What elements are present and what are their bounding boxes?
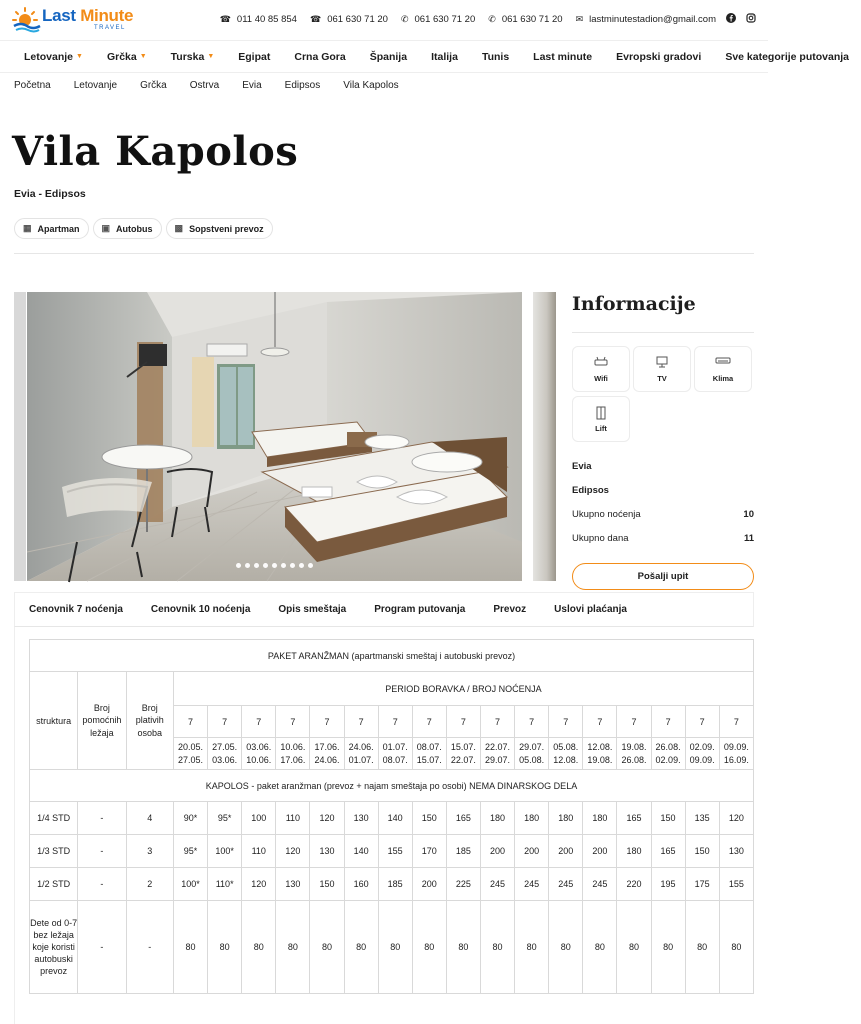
period-cell bbox=[583, 738, 617, 770]
tag-apartman: ▦ Apartman bbox=[14, 218, 89, 239]
period-end: 09.09. bbox=[689, 754, 715, 765]
nav-last-minute[interactable]: Last minute bbox=[533, 50, 593, 63]
price-cell: 135 bbox=[685, 802, 719, 835]
price-cell: 80 bbox=[549, 901, 583, 994]
car-icon: ▩ bbox=[174, 223, 184, 233]
breadcrumb-item[interactable]: Ostrva bbox=[189, 80, 220, 91]
tv-icon bbox=[634, 356, 690, 370]
row-label: 1/2 STD bbox=[30, 868, 78, 901]
period-start: 24.06. bbox=[348, 742, 374, 753]
period-end: 03.06. bbox=[212, 754, 238, 765]
period-start: 08.07. bbox=[416, 742, 442, 753]
period-cell bbox=[549, 738, 583, 770]
period-header: PERIOD BORAVKA / BROJ NOĆENJA bbox=[173, 672, 753, 706]
period-end: 19.08. bbox=[587, 754, 613, 765]
divider bbox=[14, 253, 754, 254]
previous-slide[interactable] bbox=[14, 292, 26, 581]
price-cell: 245 bbox=[583, 868, 617, 901]
price-cell: 95* bbox=[208, 802, 242, 835]
period-cell bbox=[173, 738, 207, 770]
amenity-lift: Lift bbox=[572, 396, 630, 442]
breadcrumb bbox=[14, 80, 422, 91]
breadcrumb-item[interactable]: Letovanje bbox=[73, 80, 118, 91]
price-cell: 185 bbox=[378, 868, 412, 901]
table-row bbox=[30, 835, 754, 868]
brand-name: Last Minute bbox=[42, 6, 134, 25]
price-cell: 100* bbox=[173, 868, 207, 901]
period-end: 16.09. bbox=[723, 754, 749, 765]
period-cell bbox=[515, 738, 549, 770]
bus-icon: ▣ bbox=[101, 223, 111, 233]
tab-prevoz[interactable]: Prevoz bbox=[493, 604, 527, 615]
contact-email[interactable]: ✉ lastminutestadion@gmail.com bbox=[575, 14, 716, 25]
nav-tunis[interactable]: Tunis bbox=[481, 50, 510, 63]
price-cell: 165 bbox=[617, 802, 651, 835]
period-cell bbox=[617, 738, 651, 770]
period-cell bbox=[651, 738, 685, 770]
gallery-dot[interactable] bbox=[290, 563, 295, 568]
row-extra-beds: - bbox=[78, 835, 126, 868]
period-end: 02.09. bbox=[655, 754, 681, 765]
gallery-dot[interactable] bbox=[272, 563, 277, 568]
gallery-dot[interactable] bbox=[263, 563, 268, 568]
price-cell: 80 bbox=[719, 901, 753, 994]
price-table-container[interactable] bbox=[14, 627, 754, 1024]
price-cell: 130 bbox=[276, 868, 310, 901]
period-end: 15.07. bbox=[416, 754, 442, 765]
row-extra-beds: - bbox=[78, 868, 126, 901]
main-nav bbox=[0, 40, 850, 73]
row-extra-beds: - bbox=[78, 802, 126, 835]
price-cell: 245 bbox=[515, 868, 549, 901]
column-header-pomocni-lezaji: Broj pomoćnih ležaja bbox=[78, 672, 126, 770]
price-cell: 150 bbox=[310, 868, 344, 901]
caret-down-icon: ▼ bbox=[207, 53, 215, 60]
nav-egipat[interactable]: Egipat bbox=[238, 50, 271, 63]
period-cell bbox=[378, 738, 412, 770]
price-cell: 80 bbox=[276, 901, 310, 994]
period-end: 05.08. bbox=[519, 754, 545, 765]
table-row bbox=[30, 868, 754, 901]
gallery-dot[interactable] bbox=[236, 563, 241, 568]
gallery-photo[interactable] bbox=[27, 292, 522, 581]
price-cell: 120 bbox=[242, 868, 276, 901]
price-cell: 180 bbox=[515, 802, 549, 835]
period-cell bbox=[242, 738, 276, 770]
price-cell: 120 bbox=[310, 802, 344, 835]
row-paying-persons: 2 bbox=[126, 868, 173, 901]
price-cell: 200 bbox=[412, 868, 446, 901]
breadcrumb-item[interactable]: Grčka bbox=[140, 80, 167, 91]
contact-phone-1[interactable]: ☎ 011 40 85 854 bbox=[219, 14, 297, 25]
contact-bar bbox=[207, 13, 756, 26]
gallery-dot[interactable] bbox=[299, 563, 304, 568]
next-slide[interactable] bbox=[533, 292, 556, 581]
row-label: 1/4 STD bbox=[30, 802, 78, 835]
amenity-klima: Klima bbox=[694, 346, 752, 392]
breadcrumb-current: Vila Kapolos bbox=[343, 80, 399, 91]
price-cell: 200 bbox=[549, 835, 583, 868]
section-header: KAPOLOS - paket aranžman (prevoz + najam smeštaja po osobi) NEMA DINARSKOG DELA bbox=[30, 770, 754, 802]
price-cell: 80 bbox=[651, 901, 685, 994]
brand-tagline: TRAVEL bbox=[94, 25, 126, 31]
price-cell: 130 bbox=[310, 835, 344, 868]
period-end: 22.07. bbox=[450, 754, 476, 765]
tab-program-putovanja[interactable]: Program putovanja bbox=[374, 604, 466, 615]
breadcrumb-item[interactable]: Evia bbox=[242, 80, 262, 91]
breadcrumb-item[interactable]: Edipsos bbox=[284, 80, 321, 91]
nights-cell: 7 bbox=[242, 706, 276, 738]
tab-opis-smestaja[interactable]: Opis smeštaja bbox=[278, 604, 347, 615]
phone-icon: ☎ bbox=[309, 14, 322, 24]
price-cell: 95* bbox=[173, 835, 207, 868]
price-cell: 150 bbox=[412, 802, 446, 835]
price-cell: 80 bbox=[242, 901, 276, 994]
price-cell: 130 bbox=[719, 835, 753, 868]
period-start: 09.09. bbox=[723, 742, 749, 753]
column-header-struktura: struktura bbox=[30, 672, 78, 770]
period-end: 17.06. bbox=[280, 754, 306, 765]
price-cell: 155 bbox=[378, 835, 412, 868]
price-cell: 100* bbox=[208, 835, 242, 868]
price-cell: 195 bbox=[651, 868, 685, 901]
whatsapp-icon: ✆ bbox=[400, 14, 409, 24]
period-start: 02.09. bbox=[689, 742, 715, 753]
price-cell: 80 bbox=[173, 901, 207, 994]
period-start: 29.07. bbox=[519, 742, 545, 753]
nights-cell: 7 bbox=[208, 706, 242, 738]
period-cell bbox=[208, 738, 242, 770]
period-end: 24.06. bbox=[314, 754, 340, 765]
nights-cell: 7 bbox=[412, 706, 446, 738]
period-end: 12.08. bbox=[553, 754, 579, 765]
instagram-icon[interactable] bbox=[746, 13, 756, 26]
tab-cenovnik-7[interactable]: Cenovnik 7 noćenja bbox=[29, 604, 123, 615]
tab-uslovi-placanja[interactable]: Uslovi plaćanja bbox=[554, 604, 627, 615]
price-cell: 165 bbox=[446, 802, 480, 835]
price-cell: 110* bbox=[208, 868, 242, 901]
page-title: Vila Kapolos bbox=[12, 128, 299, 175]
table-row bbox=[30, 802, 754, 835]
price-cell: 220 bbox=[617, 868, 651, 901]
price-cell: 150 bbox=[651, 802, 685, 835]
info-place: Edipsos bbox=[572, 485, 609, 496]
price-cell: 80 bbox=[480, 901, 514, 994]
content-tabs bbox=[14, 592, 754, 627]
price-cell: 180 bbox=[583, 802, 617, 835]
info-region: Evia bbox=[572, 461, 592, 472]
divider bbox=[572, 332, 754, 333]
nav-italija[interactable]: Italija bbox=[431, 50, 458, 63]
price-cell: 120 bbox=[719, 802, 753, 835]
period-cell bbox=[412, 738, 446, 770]
gallery-dot[interactable] bbox=[281, 563, 286, 568]
facebook-icon[interactable] bbox=[726, 13, 736, 26]
period-start: 12.08. bbox=[587, 742, 613, 753]
period-cell bbox=[446, 738, 480, 770]
period-end: 10.06. bbox=[246, 754, 272, 765]
amenity-tv: TV bbox=[633, 346, 691, 392]
period-start: 22.07. bbox=[485, 742, 511, 753]
nights-cell: 7 bbox=[480, 706, 514, 738]
tag-autobus: ▣ Autobus bbox=[93, 218, 162, 239]
price-cell: 130 bbox=[344, 802, 378, 835]
nights-cell: 7 bbox=[515, 706, 549, 738]
air-conditioner-icon bbox=[695, 356, 751, 370]
row-label: 1/3 STD bbox=[30, 835, 78, 868]
price-cell: 80 bbox=[583, 901, 617, 994]
price-cell: 110 bbox=[276, 802, 310, 835]
nights-cell: 7 bbox=[378, 706, 412, 738]
table-header: PAKET ARANŽMAN (apartmanski smeštaj i autobuski prevoz) bbox=[30, 640, 754, 672]
price-table bbox=[29, 639, 754, 994]
period-start: 03.06. bbox=[246, 742, 272, 753]
elevator-icon bbox=[573, 406, 629, 420]
price-cell: 80 bbox=[685, 901, 719, 994]
gallery-dot[interactable] bbox=[245, 563, 250, 568]
row-paying-persons: 4 bbox=[126, 802, 173, 835]
period-start: 19.08. bbox=[621, 742, 647, 753]
location-subtitle: Evia - Edipsos bbox=[14, 188, 86, 200]
row-paying-persons: 3 bbox=[126, 835, 173, 868]
price-cell: 80 bbox=[378, 901, 412, 994]
price-cell: 140 bbox=[344, 835, 378, 868]
period-cell bbox=[719, 738, 753, 770]
nav-sve-kategorije[interactable]: Sve kategorije putovanja bbox=[725, 50, 850, 63]
price-cell: 90* bbox=[173, 802, 207, 835]
period-start: 15.07. bbox=[450, 742, 476, 753]
accommodation-tags bbox=[14, 218, 277, 239]
period-cell bbox=[276, 738, 310, 770]
price-cell: 110 bbox=[242, 835, 276, 868]
price-cell: 80 bbox=[446, 901, 480, 994]
photo-gallery[interactable] bbox=[14, 292, 556, 581]
wifi-icon bbox=[573, 356, 629, 370]
nights-cell: 7 bbox=[173, 706, 207, 738]
price-cell: 80 bbox=[208, 901, 242, 994]
nav-crna-gora[interactable]: Crna Gora bbox=[294, 50, 346, 63]
send-inquiry-button[interactable]: Pošalji upit bbox=[572, 563, 754, 590]
price-cell: 80 bbox=[617, 901, 651, 994]
period-end: 27.05. bbox=[178, 754, 204, 765]
price-cell: 200 bbox=[480, 835, 514, 868]
nav-grcka[interactable]: Grčka ▼ bbox=[106, 50, 147, 63]
price-cell: 160 bbox=[344, 868, 378, 901]
period-start: 27.05. bbox=[212, 742, 238, 753]
table-row bbox=[30, 901, 754, 994]
price-cell: 225 bbox=[446, 868, 480, 901]
price-cell: 245 bbox=[480, 868, 514, 901]
period-end: 26.08. bbox=[621, 754, 647, 765]
price-cell: 200 bbox=[583, 835, 617, 868]
column-header-plative-osobe: Broj plativih osoba bbox=[126, 672, 173, 770]
price-cell: 140 bbox=[378, 802, 412, 835]
price-cell: 80 bbox=[310, 901, 344, 994]
price-cell: 165 bbox=[651, 835, 685, 868]
price-cell: 185 bbox=[446, 835, 480, 868]
period-start: 20.05. bbox=[178, 742, 204, 753]
room-photo bbox=[27, 292, 522, 581]
nights-cell: 7 bbox=[719, 706, 753, 738]
price-cell: 200 bbox=[515, 835, 549, 868]
period-start: 26.08. bbox=[655, 742, 681, 753]
nights-cell: 7 bbox=[651, 706, 685, 738]
row-extra-beds: - bbox=[78, 901, 126, 994]
period-start: 17.06. bbox=[314, 742, 340, 753]
gallery-dot[interactable] bbox=[308, 563, 313, 568]
nights-cell: 7 bbox=[617, 706, 651, 738]
logo[interactable] bbox=[12, 5, 132, 35]
price-cell: 175 bbox=[685, 868, 719, 901]
price-cell: 100 bbox=[242, 802, 276, 835]
period-start: 01.07. bbox=[382, 742, 408, 753]
row-label: Dete od 0-7 bez ležaja koje koristi autobuski prevoz bbox=[30, 901, 78, 994]
info-days: Ukupno dana 11 bbox=[572, 533, 754, 544]
price-cell: 245 bbox=[549, 868, 583, 901]
phone-icon: ☎ bbox=[219, 14, 231, 24]
period-end: 29.07. bbox=[485, 754, 511, 765]
sun-logo-icon bbox=[12, 7, 42, 33]
nav-letovanje[interactable]: Letovanje ▼ bbox=[24, 50, 83, 63]
tab-cenovnik-10[interactable]: Cenovnik 10 noćenja bbox=[150, 604, 251, 615]
caret-down-icon: ▼ bbox=[76, 53, 83, 60]
nav-evropski-gradovi[interactable]: Evropski gradovi bbox=[616, 50, 702, 63]
price-cell: 120 bbox=[276, 835, 310, 868]
info-nights: Ukupno noćenja 10 bbox=[572, 509, 754, 520]
nights-cell: 7 bbox=[549, 706, 583, 738]
price-cell: 180 bbox=[549, 802, 583, 835]
building-icon: ▦ bbox=[23, 223, 32, 233]
price-cell: 180 bbox=[480, 802, 514, 835]
gallery-dot[interactable] bbox=[254, 563, 259, 568]
breadcrumb-item[interactable]: Početna bbox=[14, 80, 51, 91]
viber-icon: ✆ bbox=[488, 14, 496, 24]
nights-cell: 7 bbox=[276, 706, 310, 738]
nights-cell: 7 bbox=[344, 706, 378, 738]
period-end: 01.07. bbox=[348, 754, 374, 765]
nav-spanija[interactable]: Španija bbox=[369, 50, 408, 63]
caret-down-icon: ▼ bbox=[139, 53, 147, 60]
period-cell bbox=[685, 738, 719, 770]
price-cell: 180 bbox=[617, 835, 651, 868]
price-cell: 170 bbox=[412, 835, 446, 868]
price-cell: 155 bbox=[719, 868, 753, 901]
mail-icon: ✉ bbox=[575, 14, 584, 24]
row-paying-persons: - bbox=[126, 901, 173, 994]
price-cell: 80 bbox=[515, 901, 549, 994]
period-end: 08.07. bbox=[382, 754, 408, 765]
nights-cell: 7 bbox=[310, 706, 344, 738]
contact-viber[interactable]: ✆ 061 630 71 20 bbox=[488, 14, 563, 25]
period-start: 10.06. bbox=[280, 742, 306, 753]
nights-cell: 7 bbox=[446, 706, 480, 738]
top-bar bbox=[0, 0, 768, 40]
period-start: 05.08. bbox=[553, 742, 579, 753]
nights-cell: 7 bbox=[583, 706, 617, 738]
price-cell: 80 bbox=[344, 901, 378, 994]
nav-turska[interactable]: Turska ▼ bbox=[170, 50, 215, 63]
period-cell bbox=[344, 738, 378, 770]
nights-cell: 7 bbox=[685, 706, 719, 738]
period-cell bbox=[480, 738, 514, 770]
contact-whatsapp[interactable]: ✆ 061 630 71 20 bbox=[400, 14, 476, 25]
gallery-dots bbox=[236, 563, 317, 568]
price-cell: 80 bbox=[412, 901, 446, 994]
tag-sopstveni-prevoz: ▩ Sopstveni prevoz bbox=[166, 218, 273, 239]
info-title: Informacije bbox=[572, 293, 696, 315]
price-cell: 150 bbox=[685, 835, 719, 868]
amenity-wifi: Wifi bbox=[572, 346, 630, 392]
contact-phone-2[interactable]: ☎ 061 630 71 20 bbox=[309, 14, 388, 25]
period-cell bbox=[310, 738, 344, 770]
